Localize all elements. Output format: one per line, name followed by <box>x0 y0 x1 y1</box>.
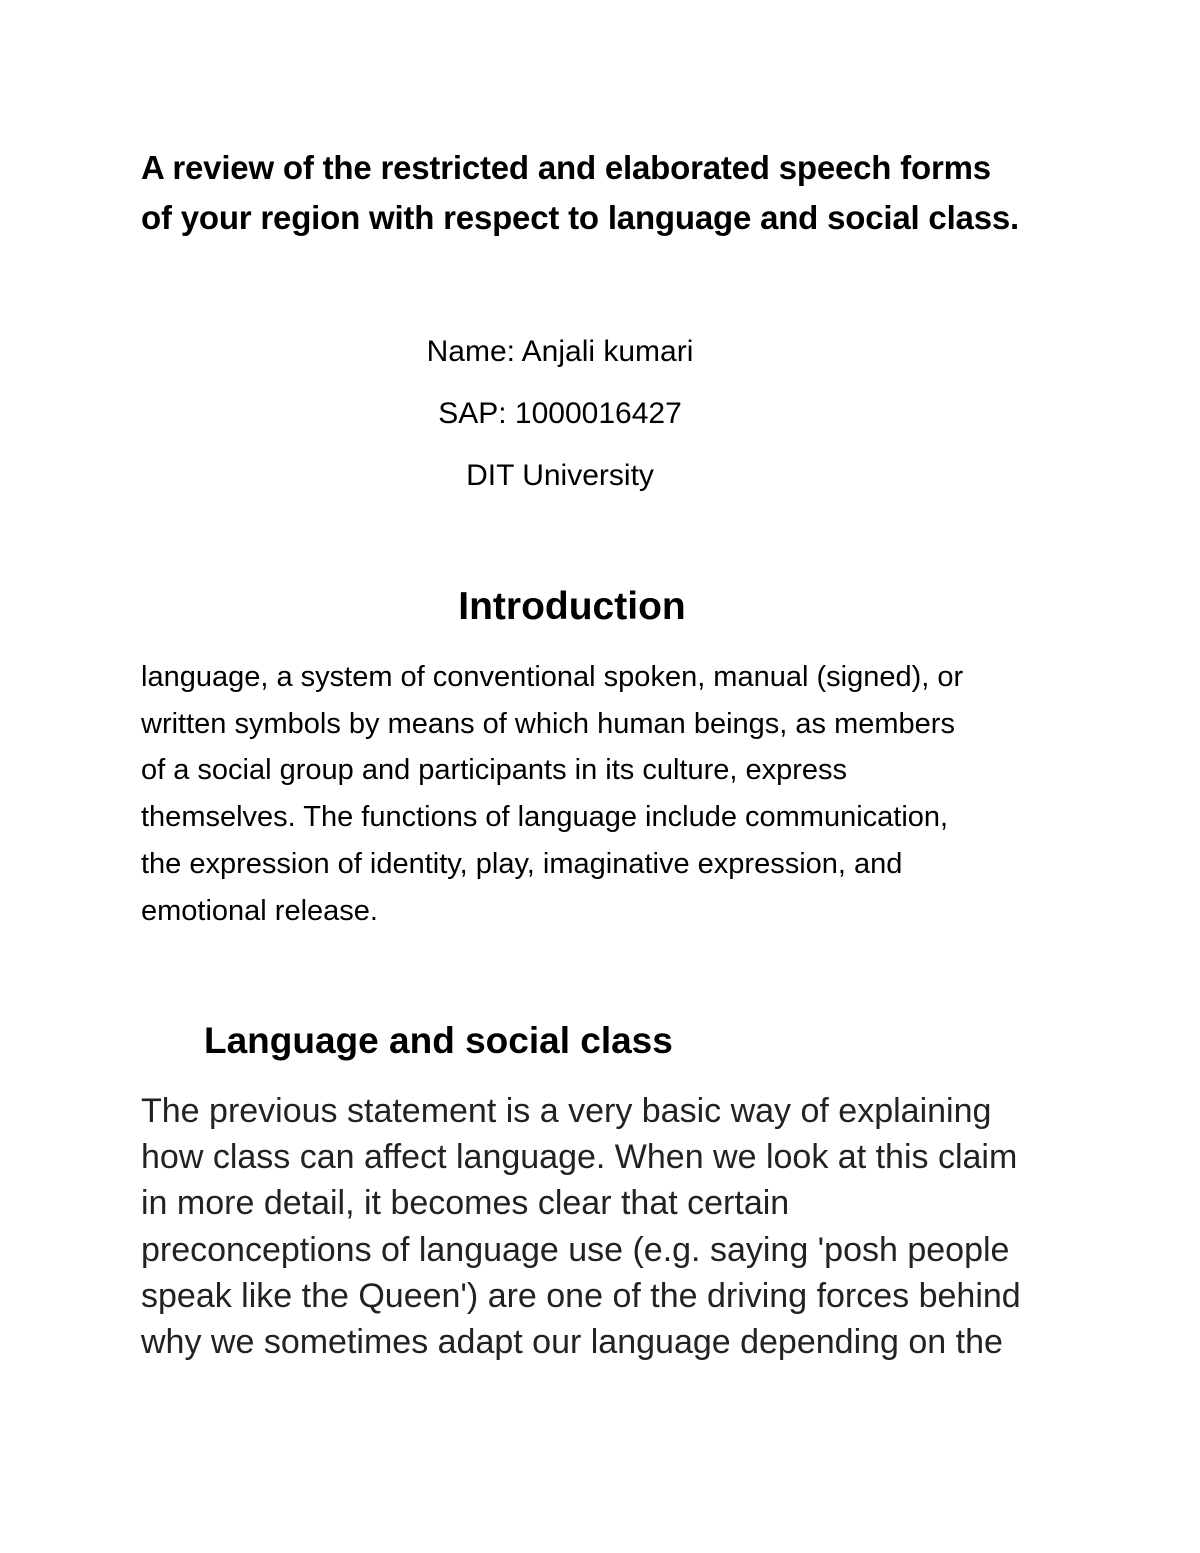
paragraph-line: in more detail, it becomes clear that certain <box>141 1184 790 1223</box>
paragraph-line: emotional release. <box>141 894 378 927</box>
paragraph-line: themselves. The functions of language include communication, <box>141 801 949 834</box>
title-line: of your region with respect to language and social class. <box>141 199 1019 236</box>
language-social-class-paragraph <box>141 1088 1081 1365</box>
section-heading-language-and-social-class: Language and social class <box>204 1020 673 1061</box>
introduction-paragraph <box>141 654 1081 934</box>
paragraph-line: preconceptions of language use (e.g. saying 'posh people <box>141 1230 1010 1269</box>
paragraph-line: the expression of identity, play, imaginative expression, and <box>141 847 903 880</box>
paragraph-line: why we sometimes adapt our language depending on the <box>141 1323 1003 1362</box>
paragraph-line: written symbols by means of which human beings, as members <box>141 707 955 740</box>
title-line: A review of the restricted and elaborated speech forms <box>141 149 991 186</box>
paragraph-line: speak like the Queen') are one of the driving forces behind <box>141 1276 1021 1315</box>
section-heading-introduction: Introduction <box>458 585 686 628</box>
author-sap-id: SAP: 1000016427 <box>438 397 682 430</box>
document-title <box>141 143 1081 243</box>
paragraph-line: of a social group and participants in its culture, express <box>141 754 848 787</box>
paragraph-line: The previous statement is a very basic way of explaining <box>141 1092 992 1130</box>
paragraph-line: how class can affect language. When we look at this claim <box>141 1138 1018 1177</box>
author-name: Name: Anjali kumari <box>426 335 694 368</box>
author-university: DIT University <box>466 459 654 492</box>
paragraph-line: language, a system of conventional spoken, manual (signed), or <box>141 661 964 693</box>
